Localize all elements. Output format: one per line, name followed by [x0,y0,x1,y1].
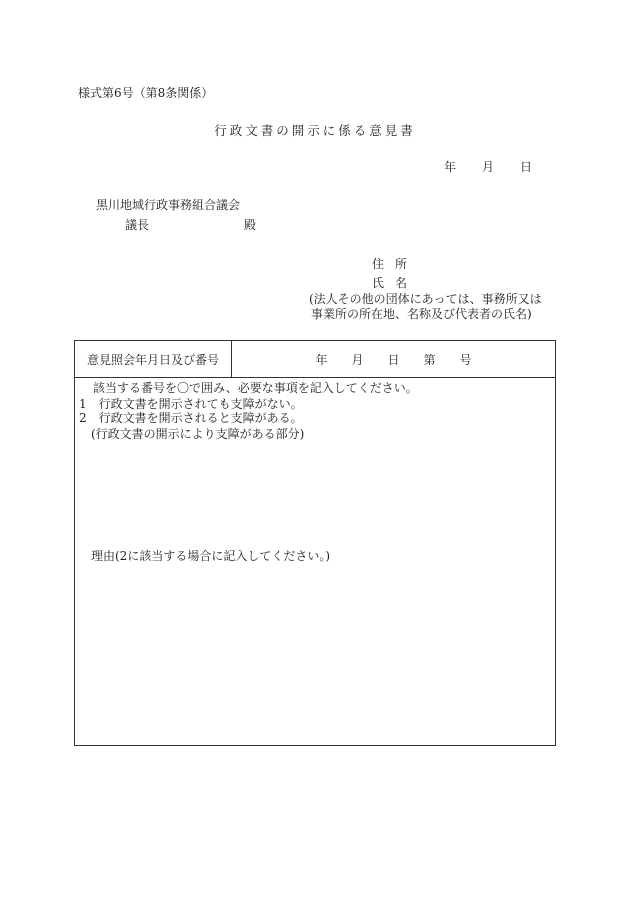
form-number: 様式第6号（第8条関係） [78,86,214,100]
reason-label: 理由(2に該当する場合に記入してください。) [91,549,330,563]
option-no-hindrance[interactable]: 1 行政文書を開示されても支障がない。 [79,397,303,411]
date-line [444,160,532,174]
inquiry-header-row [75,341,555,378]
hindrance-part-label: (行政文書の開示により支障がある部分) [91,427,305,441]
inquiry-number-suffix: 号 [459,352,472,367]
document-title: 行政文書の開示に係る意見書 [214,123,416,138]
name-label: 氏名 [372,276,419,290]
submitter-note-line1: (法人その他の団体にあっては、事務所又は [309,292,542,306]
inquiry-date-number-label: 意見照会年月日及び番号 [75,341,232,377]
instruction-text: 該当する番号を〇で囲み、必要な事項を記入してください。 [93,381,418,395]
inquiry-date-number-field[interactable] [232,341,555,377]
address-label: 住所 [372,257,419,271]
recipient-organization: 黒川地域行政事務組合議会 [96,198,241,212]
date-year-label: 年 [444,160,457,174]
submitter-note-line2: 事業所の所在地、名称及び代表者の氏名) [311,307,532,321]
date-month-label: 月 [482,160,495,174]
inquiry-day-label: 日 [387,352,400,367]
inquiry-year-label: 年 [315,352,328,367]
date-day-label: 日 [520,160,533,174]
recipient-honorific: 殿 [244,218,257,232]
inquiry-month-label: 月 [351,352,364,367]
opinion-form-table [74,340,556,746]
inquiry-number-prefix: 第 [423,352,436,367]
recipient-title: 議長 [125,218,150,232]
option-hindrance[interactable]: 2 行政文書を開示されると支障がある。 [79,411,303,425]
